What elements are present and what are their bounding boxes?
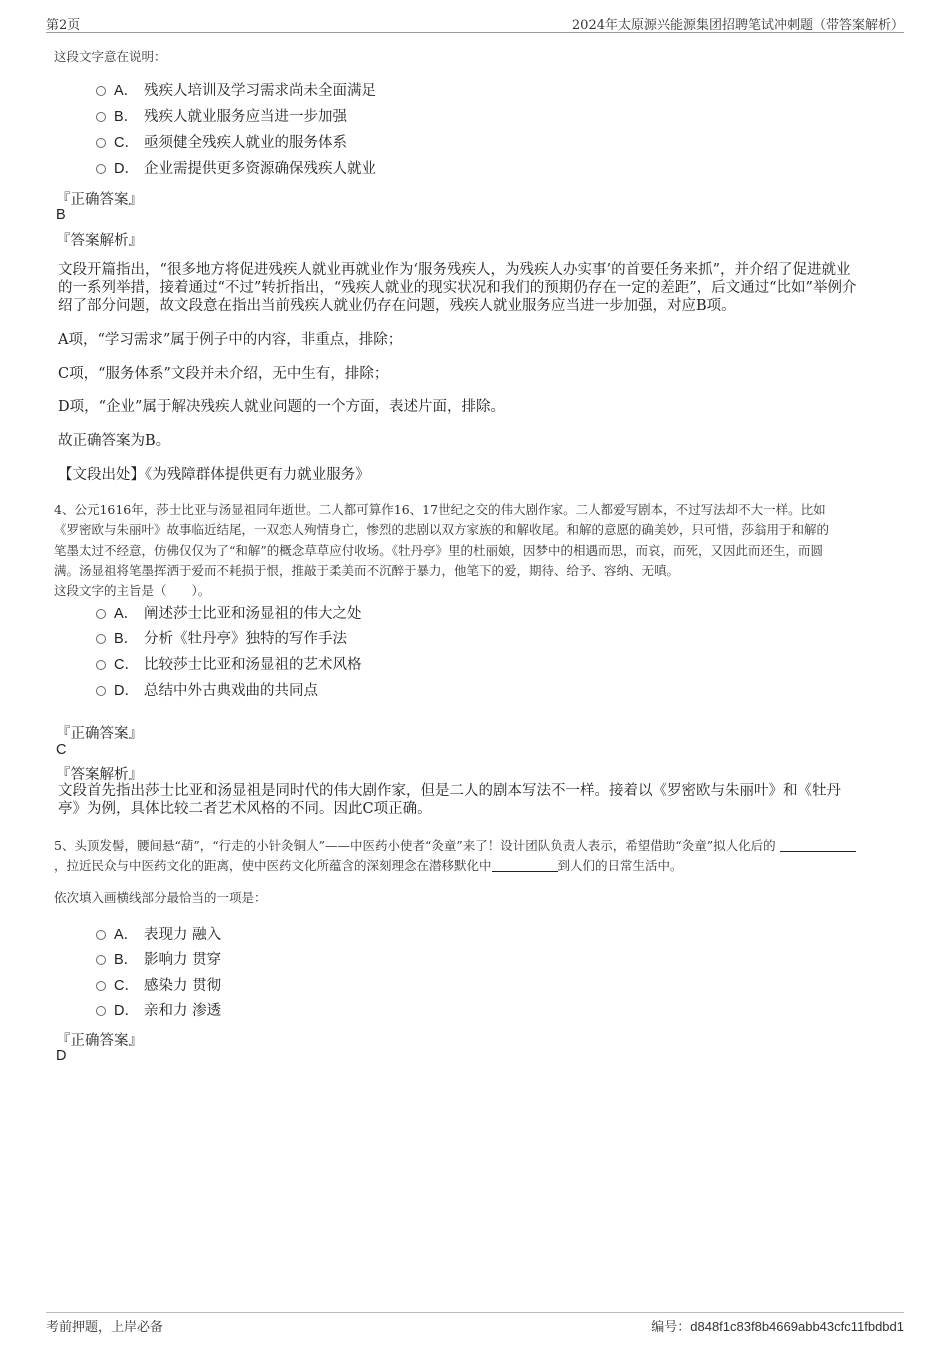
document-title: 2024年太原源兴能源集团招聘笔试冲刺题（带答案解析） [571,18,904,33]
q4-passage-line-1: 4、公元1616年，莎士比亚与汤显祖同年逝世。二人都可算作16、17世纪之交的伟大剧作家。二人都爱写剧本，不过写法却不大一样。比如 [54,502,826,517]
q4-passage-line-3: 笔墨太过不经意，仿佛仅仅为了“和解”的概念草草应付收场。《牡丹亭》里的杜丽娘，因梦中的相遇而思，而哀，而死，又因此而还生，而圆 [54,543,824,558]
q3-note-c: C项，“服务体系”文段并未介绍，无中生有，排除； [58,366,389,382]
radio-icon[interactable] [96,112,106,122]
q3-analysis-label: 『答案解析』 [56,233,143,249]
q5-option-c[interactable]: C． 感染力 贯彻 [96,975,221,997]
q4-option-b[interactable]: B． 分析《牡丹亭》独特的写作手法 [96,628,347,650]
q3-stem: 这段文字意在说明： [54,49,167,64]
q3-option-c[interactable]: C． 亟须健全残疾人就业的服务体系 [96,132,347,154]
radio-icon[interactable] [96,634,106,644]
q5-stem: 依次填入画横线部分最恰当的一项是： [54,890,267,905]
q3-answer: B [56,207,66,223]
q3-analysis-line-2: 的一系列举措，接着通过“不过”转折指出，“残疾人就业的现实状况和我们的预期仍存在一定的差距”，后文通过“比如”举例介 [58,280,857,296]
q3-option-a[interactable]: A． 残疾人培训及学习需求尚未全面满足 [96,80,376,102]
q3-analysis-line-1: 文段开篇指出，“很多地方将促进残疾人就业再就业作为‘服务残疾人，为残疾人办实事’的首要任务来抓”，并介绍了促进就业 [58,262,851,278]
q4-stem: 这段文字的主旨是（ ）。 [54,583,211,598]
q5-answer: D [56,1048,67,1064]
q3-note-d: D项，“企业”属于解决残疾人就业问题的一个方面，表述片面，排除。 [58,399,505,415]
q5-option-a[interactable]: A． 表现力 融入 [96,924,221,946]
footer-code: 编号：d848f1c83f8b4669abb43cfc11fbdbd1 [651,1319,904,1335]
q5-answer-label: 『正确答案』 [56,1033,143,1049]
radio-icon[interactable] [96,955,106,965]
blank-1 [780,837,856,852]
q4-answer: C [56,742,67,758]
q5-option-d[interactable]: D． 亲和力 渗透 [96,1000,221,1022]
q4-analysis-line-2: 亭》为例，具体比较二者艺术风格的不同。因此C项正确。 [58,801,432,817]
radio-icon[interactable] [96,86,106,96]
radio-icon[interactable] [96,981,106,991]
footer-slogan: 考前押题，上岸必备 [46,1320,164,1335]
q3-answer-label: 『正确答案』 [56,192,143,208]
q3-analysis-line-3: 绍了部分问题，故文段意在指出当前残疾人就业仍存在问题，残疾人就业服务应当进一步加强，对应B项。 [58,298,736,314]
q3-source: 【文段出处】《为残障群体提供更有力就业服务》 [58,467,370,483]
q5-passage-line-1: 5、头顶发髻，腰间悬“葫”，“行走的小针灸铜人”——中医药小使者“灸童”来了！设计团队负责人表示，希望借助“灸童”拟人化后的 [54,836,900,857]
q4-analysis-line-1: 文段首先指出莎士比亚和汤显祖是同时代的伟大剧作家，但是二人的剧本写法不一样。接着以《罗密欧与朱丽叶》和《牡丹 [58,783,841,799]
q5-passage-line-2: ，拉近民众与中医药文化的距离，使中医药文化所蕴含的深刻理念在潜移默化中 到人们的日常生活中。 [54,858,683,873]
radio-icon[interactable] [96,138,106,148]
q3-note-a: A项，“学习需求”属于例子中的内容，非重点，排除； [58,332,403,348]
page-footer [46,1312,904,1335]
radio-icon[interactable] [96,660,106,670]
q4-answer-label: 『正确答案』 [56,726,143,742]
page-number: 第2页 [46,18,81,33]
blank-2 [492,857,558,872]
q4-option-a[interactable]: A． 阐述莎士比亚和汤显祖的伟大之处 [96,603,362,625]
q3-option-b[interactable]: B． 残疾人就业服务应当进一步加强 [96,106,347,128]
radio-icon[interactable] [96,1006,106,1016]
radio-icon[interactable] [96,164,106,174]
q4-option-c[interactable]: C． 比较莎士比亚和汤显祖的艺术风格 [96,654,362,676]
q4-passage-line-2: 《罗密欧与朱丽叶》故事临近结尾，一双恋人殉情身亡，惨烈的悲剧以双方家族的和解收尾。和解的意愿的确美妙，只可惜，莎翁用于和解的 [54,522,830,537]
q4-analysis-label: 『答案解析』 [56,767,143,783]
page-header [46,14,904,33]
radio-icon[interactable] [96,609,106,619]
q3-conclusion: 故正确答案为B。 [58,433,171,449]
radio-icon[interactable] [96,930,106,940]
radio-icon[interactable] [96,686,106,696]
q4-option-d[interactable]: D． 总结中外古典戏曲的共同点 [96,680,318,702]
q3-option-d[interactable]: D． 企业需提供更多资源确保残疾人就业 [96,158,376,180]
q4-passage-line-4: 满。汤显祖将笔墨挥洒于爱而不耗损于恨，推敲于柔美而不沉醉于暴力，他笔下的爱，期待、给予、容纳、无嗔。 [54,563,680,578]
q5-option-b[interactable]: B． 影响力 贯穿 [96,949,221,971]
